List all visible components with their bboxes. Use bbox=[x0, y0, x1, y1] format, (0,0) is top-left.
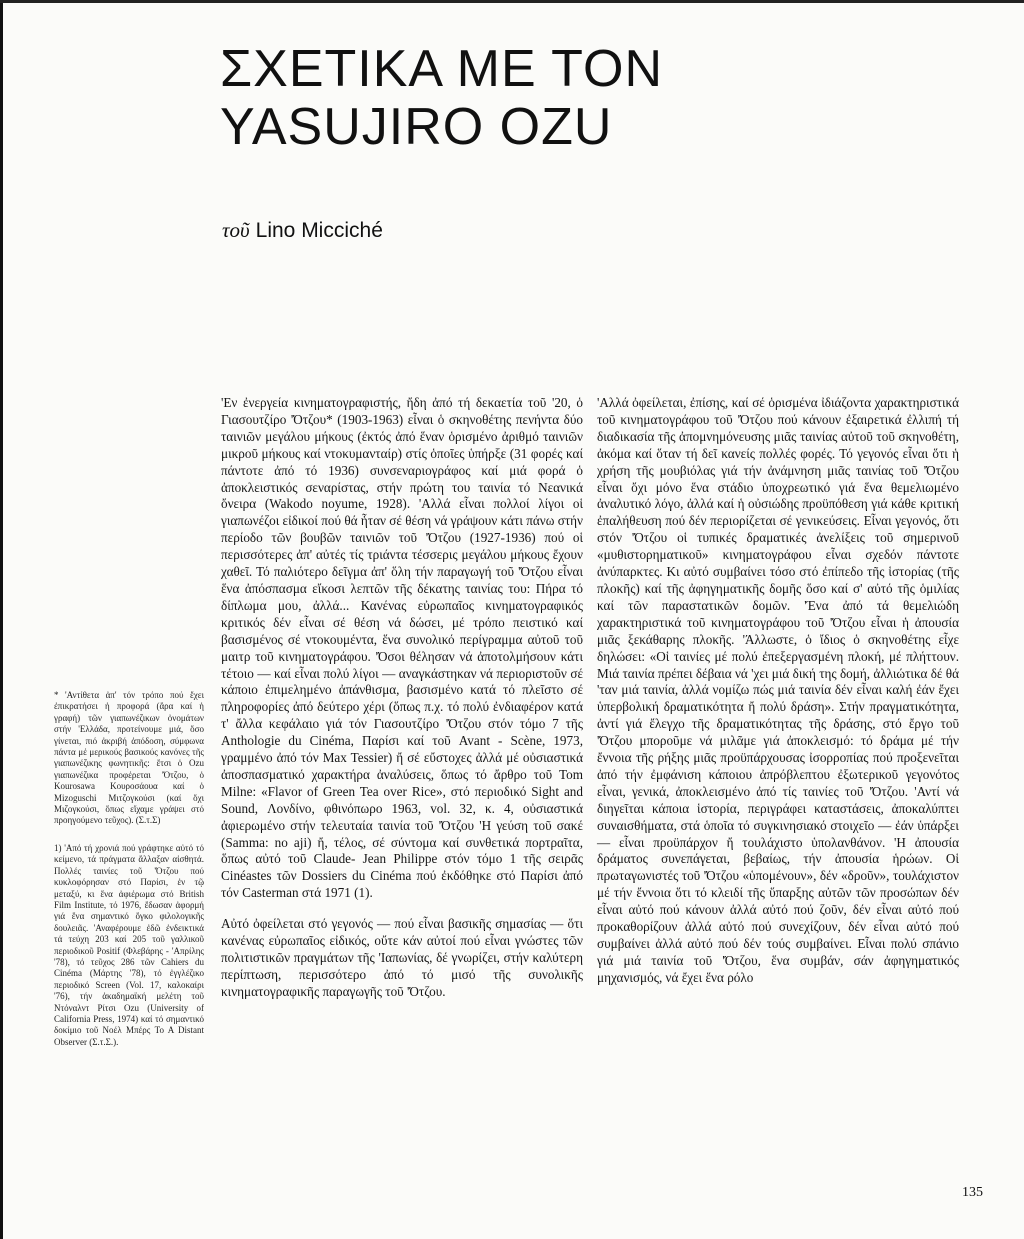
body-column-2 bbox=[597, 395, 959, 987]
title-line-2: YASUJIRO OZU bbox=[220, 98, 613, 156]
body-paragraph: Αὐτό ὀφείλεται στό γεγονός — πού εἶναι βασικῆς σημασίας — ὅτι κανένας εὐρωπαῖος εἰδικός, οὔτε κάν αὐτοί πού εἶναι γνώστες τῶν πολιτιστικῶν πραγμάτων τῆς 'Ιαπωνίας, δέ γνωρίζει, στήν καλύτερη περίπτωση, περισσότερο ἀπό τό μισό τῆς συνολικῆς κινηματογραφικῆς παραγωγῆς τοῦ 'Ότζου. bbox=[221, 916, 583, 999]
footnotes bbox=[54, 690, 204, 1060]
article-title bbox=[220, 40, 780, 156]
title-line-1: ΣΧΕΤΙΚΑ ΜΕ ΤΟΝ bbox=[220, 40, 663, 98]
footnote-star: * 'Αντίθετα ἀπ' τόν τρόπο πού ἔχει ἐπικρατήσει ἡ προφορά (ἄρα καί ἡ γραφή) τῶν γιαπωνέζικων ὀνομάτων στήν 'Ελλάδα, προτείνουμε μιά, ὅσο γίνεται, πιό ἀκριβή ἀπόδοση, σύμφωνα πάντα μέ μερικούς βασικούς κανόνες τῆς γιαπωνέζικης φωνητικῆς: ἔτσι ὁ Ozu γιαπωνέζικα προφέρεται 'Ότζου, ὁ Kourosawa Κουροσάουα καί ὁ Mizoguschi Μιτζογκούσι (καί ὄχι Μιζογκούσι, ὅπως εἴχαμε γράψει στό προηγούμενο τεῦχος). (Σ.τ.Σ) bbox=[54, 690, 204, 826]
body-paragraph: 'Εν ἐνεργεία κινηματογραφιστής, ἤδη ἀπό τή δεκαετία τοῦ '20, ὁ Γιασουτζίρο 'Ότζου* (1903-1963) εἶναι ὁ σκηνοθέτης πενήντα δύο ταινιῶν μεγάλου μήκους (ἐκτός ἀπό ἕναν ὁρισμένο ἀριθμό ταινιῶν μικροῦ μήκους καί ντοκυμανταίρ) στίς ὁποῖες ὑπήρξε (31 φορές καί πάντοτε ἀπό τό 1936) συνσεναριογράφος καί μιά φορά ὁ ἀποκλειστικός σεναρίστας, στήν πρώτη του ταινία τό Νεανικά ὄνειρα (Wakodo noyume, 1928). 'Αλλά εἶναι πολλοί λίγοι οἱ γιαπωνέζοι εἰδικοί πού θά ἦταν σέ θέση νά γράψουν κάτι πάνω στήν περίοδο τῶν βουβῶν ταινιῶν τοῦ 'Ότζου (1927-1936) πού οἱ περισσότερες ἀπ' αὐτές τίς τριάντα τέσσερις μεγάλου μήκους ἔχουν χαθεῖ. Τό παλιότερο δεῖγμα ἀπ' ὅλη τήν παραγωγή τοῦ 'Ότζου εἶναι ἕνα ἀπόσπασμα εἴκοσι λεπτῶν τῆς δέκατης ταινίας του: Πήρα τό δίπλωμα μου, ἀλλά... Κανένας εὐρωπαῖος κινηματογραφικός κριτικός δέν εἶναι σέ θέση νά δώσει, μέ τρόπο πειστικό καί βασισμένος σέ ντοκουμέντα, ἕνα συνολικό περίγραμμα αὐτοῦ τοῦ μαιτρ τοῦ κινηματογράφου. 'Όσοι θέλησαν νά ἀποτολμήσουν κάτι τέτοιο — καί εἶναι πολύ λίγοι — αναγκάστηκαν νά περιοριστοῦν σέ κάποιο ἐπιμελημένο ἀπάνθισμα, βασισμένο κατά τό πλεῖστο σέ πληροφορίες ἀπό δεύτερο χέρι (ὅπως π.χ. τό πολύ ἐνδιαφέρον κατά τ' ἄλλα κεφάλαιο γιά τόν Γιασουτζίρο 'Ότζου στόν τόμο 7 τῆς Anthologie du Cinéma, Παρίσι καί τοῦ Avant - Scène, 1973, γραμμένο ἀπό τόν Max Tessier) ἤ σέ εὔστοχες ἀλλά μέ οὐσιαστικά ἀποσπασματικό χαρακτήρα ἀναλύσεις, ὅπως τό ἄρθρο τοῦ Tom Milne: «Flavor of Green Tea over Rice», στό περιοδικό Sight and Sound, Λονδίνο, φθινόπωρο 1963, vol. 32, κ. 4, οὐσιαστικά ἀφιερωμένο στήν τελευταία ταινία τοῦ 'Ότζου 'Η γεύση τοῦ σακέ (Samma: no aji) ἤ, τέλος, σέ σύντομα καί συνθετικά πορτραῖτα, ὅπως αὐτό τοῦ Claude- Jean Philippe στόν τόμο 1 τῆς σειρᾶς Cinéastes τῶν Dossiers du Cinéma πού ἐκδόθηκε στό Παρίσι ἀπό τόν Casterman στά 1971 (1). bbox=[221, 395, 583, 901]
scan-border-top bbox=[0, 0, 1024, 3]
footnote-1: 1) 'Από τή χρονιά πού γράφτηκε αὐτό τό κείμενο, τά πράγματα ἄλλαξαν αἰσθητά. Πολλές ταινίες τοῦ 'Ότζου πού κυκλοφόρησαν στό Παρίσι, ἐν τῷ μεταξύ, κι ἕνα ἀφιέρωμα στό British Film Institute, τό 1976, ἔδωσαν ἀφορμή γιά ἕνα σημαντικό ὄγκο φιλολογικῆς δουλειᾶς. 'Αναφέρουμε ἐδῶ ἐνδεικτικά τά τεύχη 203 καί 205 τοῦ γαλλικοῦ περιοδικοῦ Positif (Φλεβάρης - 'Απρίλης '78), τό τεῦχος 286 τῶν Cahiers du Cinéma (Μάρτης '78), τό ἐγγλέζικο περιοδικό Screen (Vol. 17, καλοκαίρι '76), τήν ἀκαδημαϊκή μελέτη τοῦ Ντόναλντ Ρίτσι Ozu (University of California Press, 1974) καί τό σημαντικό δοκίμιο τοῦ Νοέλ Μπέρς To A Distant Observer (Σ.τ.Σ.). bbox=[54, 842, 204, 1047]
body-column-1 bbox=[221, 395, 583, 1001]
body-paragraph: 'Αλλά ὀφείλεται, ἐπίσης, καί σέ ὁρισμένα ἰδιάζοντα χαρακτηριστικά τοῦ κινηματογράφου τοῦ 'Ότζου πού κάνουν ἐξαιρετικά ἐλλιπή τή διαδικασία τῆς ἀπομνημόνευσης μιᾶς ταινίας αὐτοῦ τοῦ σκηνοθέτη, ἀκόμα καί ὅταν τή δεῖ κανείς πολλές φορές. Τό γεγονός εἶναι ὅτι ἡ χρήση τῆς μουβιόλας γιά τήν ἀνάμνηση μιᾶς ταινίας τοῦ 'Ότζου εἶναι ὄχι μόνο ἕνα στάδιο ὑποχρεωτικό γιά ἕνα θεμελιωμένο ἀναλυτικό λόγο, ἀλλά καί ἡ οὐσιώδης προϋπόθεση γιά κάθε κριτική ἐπαλήθευση πού δέν περιορίζεται σέ γενικεύσεις. Εἶναι γεγονός, ὅτι στόν 'Ότζου οἱ τυπικές δραματικές ἀνελίξεις τοῦ σημερινοῦ «μυθιστορηματικοῦ» κινηματογράφου εἶναι σχεδόν πάντοτε ἀνύπαρκτες. Κι αὐτό συμβαίνει τόσο στό ἐπίπεδο τῆς ἱστορίας (τῆς πλοκῆς) καί τῆς ἀφηγηματικῆς δομῆς ὅσο καί σ' αὐτό τῆς ὁμιλίας καί τῶν παραστατικῶν δομῶν. 'Ένα ἀπό τά θεμελιώδη χαρακτηριστικά τοῦ κινηματογράφου τοῦ 'Ότζου εἶναι ἡ ἀπουσία μιᾶς ξεκάθαρης πλοκῆς. 'Άλλωστε, ὁ ἴδιος ὁ σκηνοθέτης εἶχε δηλώσει: «Οἱ ταινίες μέ πολύ ἐπεξεργασμένη πλοκή, μέ πλήττουν. Μιά ταινία πρέπει δέβαια νά 'χει μιά δική της δομή, ἀλλιώτικα δέ θά 'ταν μιά ταινία, ἀλλά νομίζω πώς μιά ταινία δέν εἶναι καλή ἐάν ἔχει ὑπερβολική δραματικότητα ἤ πολύ δράση». Στήν πραγματικότητα, ἀντί γιά ἔλεγχο τῆς δραματικότητας τῆς δράσης, στό ἔργο τοῦ 'Ότζου μποροῦμε νά μιλᾶμε γιά ἀποκλεισμό: τό δράμα μέ τήν ἔννοια τῆς ρήξης μιᾶς προϋπάρχουσας ἰσορροπίας πού προξενεῖται ἀπό τήν ἐμφάνιση κάποιου ἀπρόβλεπτου ἐξωτερικοῦ γεγονότος εἶναι, γενικά, ἀποκλεισμένο ἀπό τίς ταινίες τοῦ 'Ότζου. 'Αντί νά διηγεῖται κάποια ἱστορία, περιγράφει καταστάσεις, ἀποκαλύπτει συναισθήματα, στά ὁποῖα τό συγκινησιακό στοιχεῖο — ἐάν ὑπάρξει — εἶναι προϋπάρχον ἤ τουλάχιστο ὑπολανθάνον. 'Η ἀπουσία δράματος συνεπάγεται, βεβαίως, τήν ἀπουσία ἡρώων. Οἱ πρωταγωνιστές τοῦ 'Ότζου «ὑπομένουν», δέν «δροῦν», τουλάχιστον μέ τήν ἔννοια ὅτι τό κλειδί τῆς ὕπαρξης αὐτῶν τῶν προσώπων δέν εἶναι αὐτό πού κάνουν ἀλλά αὐτό πού ζοῦν, δέν εἶναι αὐτό πού προκαθορίζουν ἀλλά αὐτό πού συνεχίζουν, δέν εἶναι αὐτό πού συμβαίνει ἀλλά αὐτό πού δέν τούς συμβαίνει. Εἶναι πολύ σπάνιο γιά μιά ταινία τοῦ 'Ότζου, ἕνα συμβάν, σάν ἀφηγηματικός μηχανισμός, νά ἔχει ἕνα ρόλο bbox=[597, 395, 959, 985]
byline bbox=[222, 218, 383, 243]
byline-prefix: τοῦ bbox=[222, 218, 250, 242]
scan-border-left bbox=[0, 0, 3, 1239]
page-number: 135 bbox=[962, 1185, 983, 1200]
byline-author: Lino Micciché bbox=[255, 219, 383, 242]
